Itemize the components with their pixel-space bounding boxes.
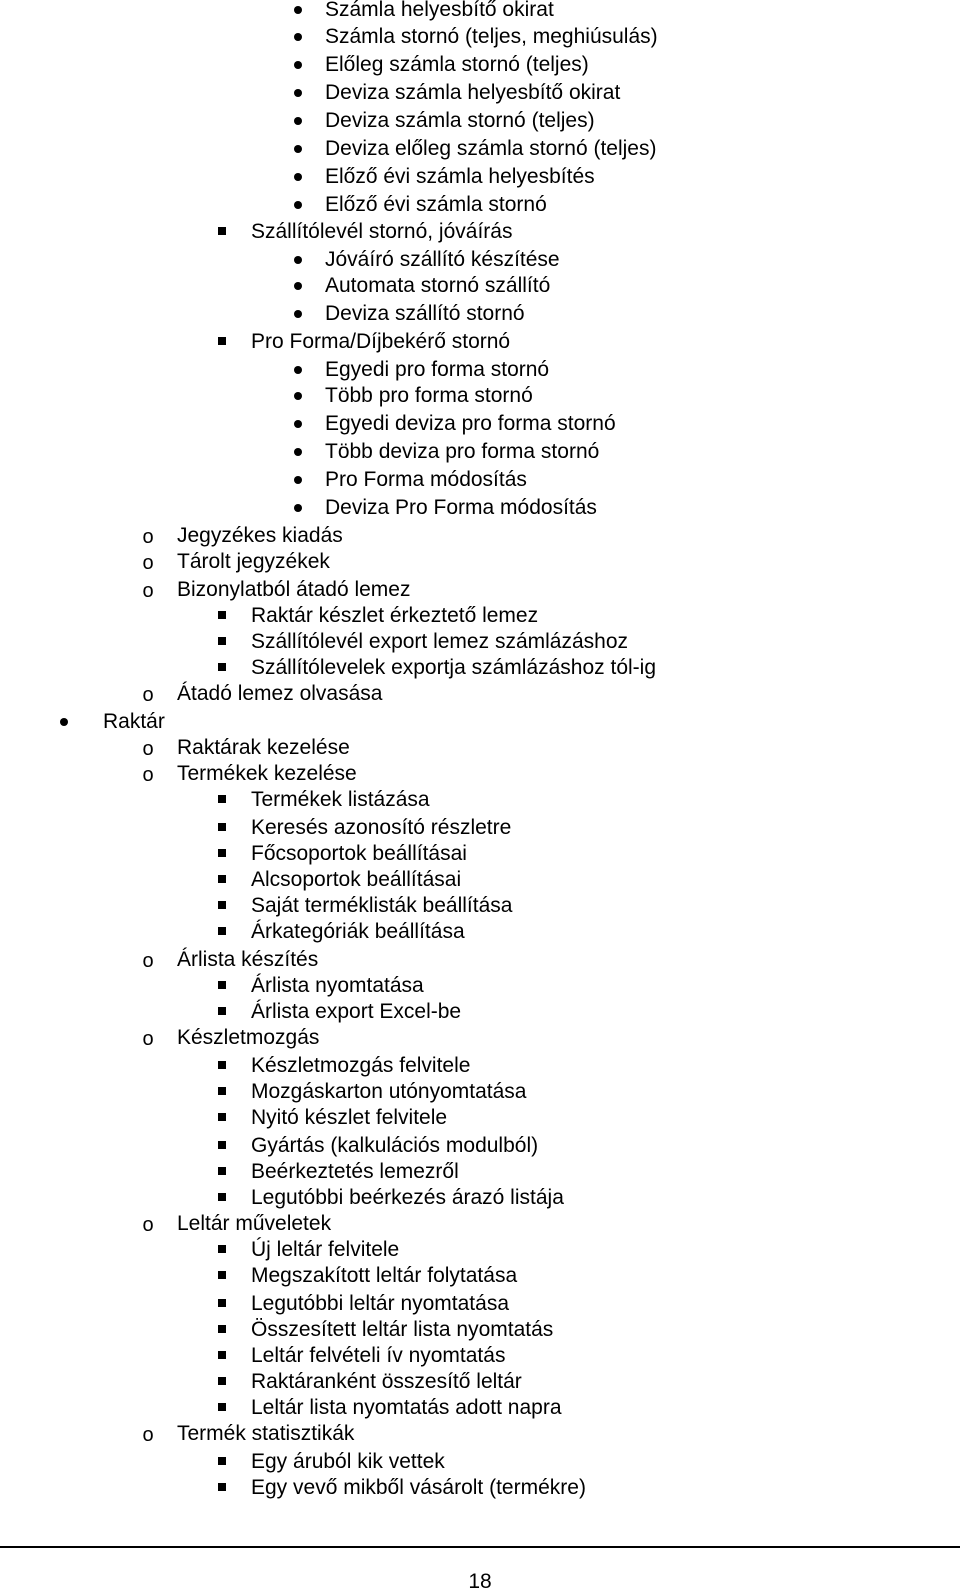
list-item-text: Deviza számla helyesbítő okirat	[325, 81, 621, 104]
bullet-square-icon	[218, 1325, 226, 1333]
bullet-dot-icon	[60, 718, 68, 726]
list-item-text: Automata stornó szállító	[325, 274, 551, 297]
list-item-text: Összesített leltár lista nyomtatás	[251, 1318, 554, 1341]
bullet-square-icon	[218, 1271, 226, 1279]
list-item-text: Szállítólevél export lemez számlázáshoz	[251, 630, 628, 653]
list-item	[0, 1475, 960, 1501]
list-item	[0, 24, 960, 50]
list-item	[0, 108, 960, 134]
bullet-square-icon	[218, 1403, 226, 1411]
list-item	[0, 919, 960, 945]
bullet-square-icon	[218, 1299, 226, 1307]
bullet-dot-icon	[294, 448, 302, 456]
list-item-text: Tárolt jegyzékek	[177, 550, 330, 573]
bullet-square-icon	[218, 1061, 226, 1069]
list-item-text: Készletmozgás	[177, 1026, 320, 1049]
bullet-square-icon	[218, 901, 226, 909]
list-item-text: Több pro forma stornó	[325, 384, 533, 407]
bullet-dot-icon	[294, 173, 302, 181]
list-item-text: Legutóbbi leltár nyomtatása	[251, 1292, 509, 1315]
list-item-text: Gyártás (kalkulációs modulból)	[251, 1134, 539, 1157]
list-item	[0, 357, 960, 383]
list-item-text: Deviza számla stornó (teljes)	[325, 109, 595, 132]
bullet-dot-icon	[294, 201, 302, 209]
bullet-square-icon	[218, 1245, 226, 1253]
list-item	[0, 411, 960, 437]
list-item-text: Előleg számla stornó (teljes)	[325, 53, 589, 76]
bullet-square-icon	[218, 1457, 226, 1465]
list-item	[0, 439, 960, 465]
list-item-text: Előző évi számla helyesbítés	[325, 165, 595, 188]
bullet-dot-icon	[294, 310, 302, 318]
list-item	[0, 1185, 960, 1211]
bullet-dot-icon	[294, 366, 302, 374]
list-item-text: Termékek listázása	[251, 788, 430, 811]
list-item-text: Árlista export Excel-be	[251, 1000, 462, 1023]
list-item	[0, 467, 960, 493]
list-item-text: Árlista nyomtatása	[251, 974, 424, 997]
list-item	[0, 1317, 960, 1343]
list-item	[0, 1211, 960, 1237]
bullet-square-icon	[218, 227, 226, 235]
list-item	[0, 709, 960, 735]
list-item-text: Egy áruból kik vettek	[251, 1450, 445, 1473]
list-item-text: Keresés azonosító részletre	[251, 816, 512, 839]
list-item-text: Raktáranként összesítő leltár	[251, 1370, 522, 1393]
list-item	[0, 495, 960, 521]
bullet-circle-icon: o	[142, 1424, 154, 1446]
list-item	[0, 1421, 960, 1447]
bullet-circle-icon: o	[142, 684, 154, 706]
bullet-dot-icon	[294, 256, 302, 264]
list-item	[0, 999, 960, 1025]
list-item-text: Átadó lemez olvasása	[177, 682, 383, 705]
list-item-text: Legutóbbi beérkezés árazó listája	[251, 1186, 564, 1209]
bullet-square-icon	[218, 1483, 226, 1491]
list-item-text: Egyedi deviza pro forma stornó	[325, 412, 616, 435]
list-item-text: Szállítólevél stornó, jóváírás	[251, 220, 513, 243]
list-item-text: Raktár készlet érkeztető lemez	[251, 604, 539, 627]
bullet-dot-icon	[294, 145, 302, 153]
list-item-text: Pro Forma módosítás	[325, 468, 527, 491]
list-item-text: Leltár lista nyomtatás adott napra	[251, 1396, 562, 1419]
list-item-text: Mozgáskarton utónyomtatása	[251, 1080, 527, 1103]
list-item	[0, 1025, 960, 1051]
list-item	[0, 1395, 960, 1421]
bullet-circle-icon: o	[142, 764, 154, 786]
list-item	[0, 841, 960, 867]
list-item	[0, 1053, 960, 1079]
bullet-circle-icon: o	[142, 580, 154, 602]
list-item-text: Jegyzékes kiadás	[177, 524, 343, 547]
list-item	[0, 1079, 960, 1105]
list-item	[0, 1159, 960, 1185]
list-item-text: Megszakított leltár folytatása	[251, 1264, 518, 1287]
bullet-dot-icon	[294, 392, 302, 400]
list-item-text: Deviza Pro Forma módosítás	[325, 496, 597, 519]
list-item	[0, 603, 960, 629]
list-item	[0, 383, 960, 409]
list-item-text: Nyitó készlet felvitele	[251, 1106, 448, 1129]
list-item-text: Új leltár felvitele	[251, 1238, 400, 1261]
list-item	[0, 1263, 960, 1289]
list-item-text: Szállítólevelek exportja számlázáshoz tól-ig	[251, 656, 657, 679]
list-item-text: Alcsoportok beállításai	[251, 868, 462, 891]
list-item	[0, 192, 960, 218]
list-item	[0, 787, 960, 813]
bullet-dot-icon	[294, 282, 302, 290]
list-item-text: Főcsoportok beállításai	[251, 842, 467, 865]
bullet-circle-icon: o	[142, 950, 154, 972]
list-item	[0, 815, 960, 841]
bullet-square-icon	[218, 611, 226, 619]
list-item-text: Saját terméklisták beállítása	[251, 894, 513, 917]
bullet-square-icon	[218, 795, 226, 803]
bullet-square-icon	[218, 1113, 226, 1121]
bullet-square-icon	[218, 823, 226, 831]
bullet-square-icon	[218, 981, 226, 989]
list-item-text: Termékek kezelése	[177, 762, 357, 785]
list-item	[0, 247, 960, 273]
list-item-text: Készletmozgás felvitele	[251, 1054, 471, 1077]
list-item	[0, 301, 960, 327]
list-item	[0, 1237, 960, 1263]
bullet-circle-icon: o	[142, 552, 154, 574]
bullet-dot-icon	[294, 6, 302, 14]
bullet-square-icon	[218, 1193, 226, 1201]
bullet-square-icon	[218, 1351, 226, 1359]
bullet-dot-icon	[294, 33, 302, 41]
list-item	[0, 1343, 960, 1369]
list-item-text: Bizonylatból átadó lemez	[177, 578, 411, 601]
list-item-text: Számla stornó (teljes, meghiúsulás)	[325, 25, 658, 48]
bullet-square-icon	[218, 849, 226, 857]
list-item	[0, 1291, 960, 1317]
list-item-text: Termék statisztikák	[177, 1422, 355, 1445]
list-item-text: Raktárak kezelése	[177, 736, 350, 759]
bullet-square-icon	[218, 1007, 226, 1015]
list-item-text: Előző évi számla stornó	[325, 193, 547, 216]
bullet-dot-icon	[294, 117, 302, 125]
bullet-dot-icon	[294, 420, 302, 428]
bullet-square-icon	[218, 875, 226, 883]
list-item	[0, 52, 960, 78]
list-item	[0, 329, 960, 355]
list-item-text: Pro Forma/Díjbekérő stornó	[251, 330, 511, 353]
list-item-text: Számla helyesbítő okirat	[325, 0, 554, 21]
bullet-square-icon	[218, 637, 226, 645]
list-item	[0, 577, 960, 603]
list-item	[0, 973, 960, 999]
page-number: 18	[468, 1570, 492, 1593]
list-item	[0, 1133, 960, 1159]
bullet-dot-icon	[294, 476, 302, 484]
list-item	[0, 273, 960, 299]
list-item	[0, 549, 960, 575]
bullet-circle-icon: o	[142, 738, 154, 760]
bullet-circle-icon: o	[142, 526, 154, 548]
bullet-square-icon	[218, 1377, 226, 1385]
list-item	[0, 164, 960, 190]
list-item	[0, 735, 960, 761]
list-item-text: Egy vevő mikből vásárolt (termékre)	[251, 1476, 586, 1499]
list-item	[0, 0, 960, 23]
bullet-dot-icon	[294, 89, 302, 97]
list-item	[0, 136, 960, 162]
list-item	[0, 1105, 960, 1131]
bullet-square-icon	[218, 1141, 226, 1149]
list-item	[0, 655, 960, 681]
list-item-text: Leltár felvételi ív nyomtatás	[251, 1344, 506, 1367]
list-item	[0, 681, 960, 707]
list-item-text: Beérkeztetés lemezről	[251, 1160, 459, 1183]
list-item	[0, 523, 960, 549]
bullet-square-icon	[218, 337, 226, 345]
list-item-text: Deviza szállító stornó	[325, 302, 525, 325]
list-item	[0, 629, 960, 655]
list-item-text: Több deviza pro forma stornó	[325, 440, 600, 463]
bullet-square-icon	[218, 663, 226, 671]
list-item	[0, 80, 960, 106]
bullet-circle-icon: o	[142, 1214, 154, 1236]
footer-rule	[0, 1546, 960, 1548]
list-item-text: Egyedi pro forma stornó	[325, 358, 550, 381]
list-item	[0, 1369, 960, 1395]
list-item	[0, 761, 960, 787]
bullet-square-icon	[218, 1087, 226, 1095]
list-item-text: Deviza előleg számla stornó (teljes)	[325, 137, 657, 160]
list-item	[0, 947, 960, 973]
list-item-text: Jóváíró szállító készítése	[325, 248, 560, 271]
list-item	[0, 219, 960, 245]
list-item-text: Leltár műveletek	[177, 1212, 332, 1235]
list-item	[0, 867, 960, 893]
bullet-dot-icon	[294, 61, 302, 69]
bullet-circle-icon: o	[142, 1028, 154, 1050]
list-item-text: Raktár	[103, 710, 165, 733]
bullet-dot-icon	[294, 504, 302, 512]
list-item-text: Árlista készítés	[177, 948, 319, 971]
list-item-text: Árkategóriák beállítása	[251, 920, 465, 943]
list-item	[0, 893, 960, 919]
list-item	[0, 1449, 960, 1475]
bullet-square-icon	[218, 927, 226, 935]
bullet-square-icon	[218, 1167, 226, 1175]
